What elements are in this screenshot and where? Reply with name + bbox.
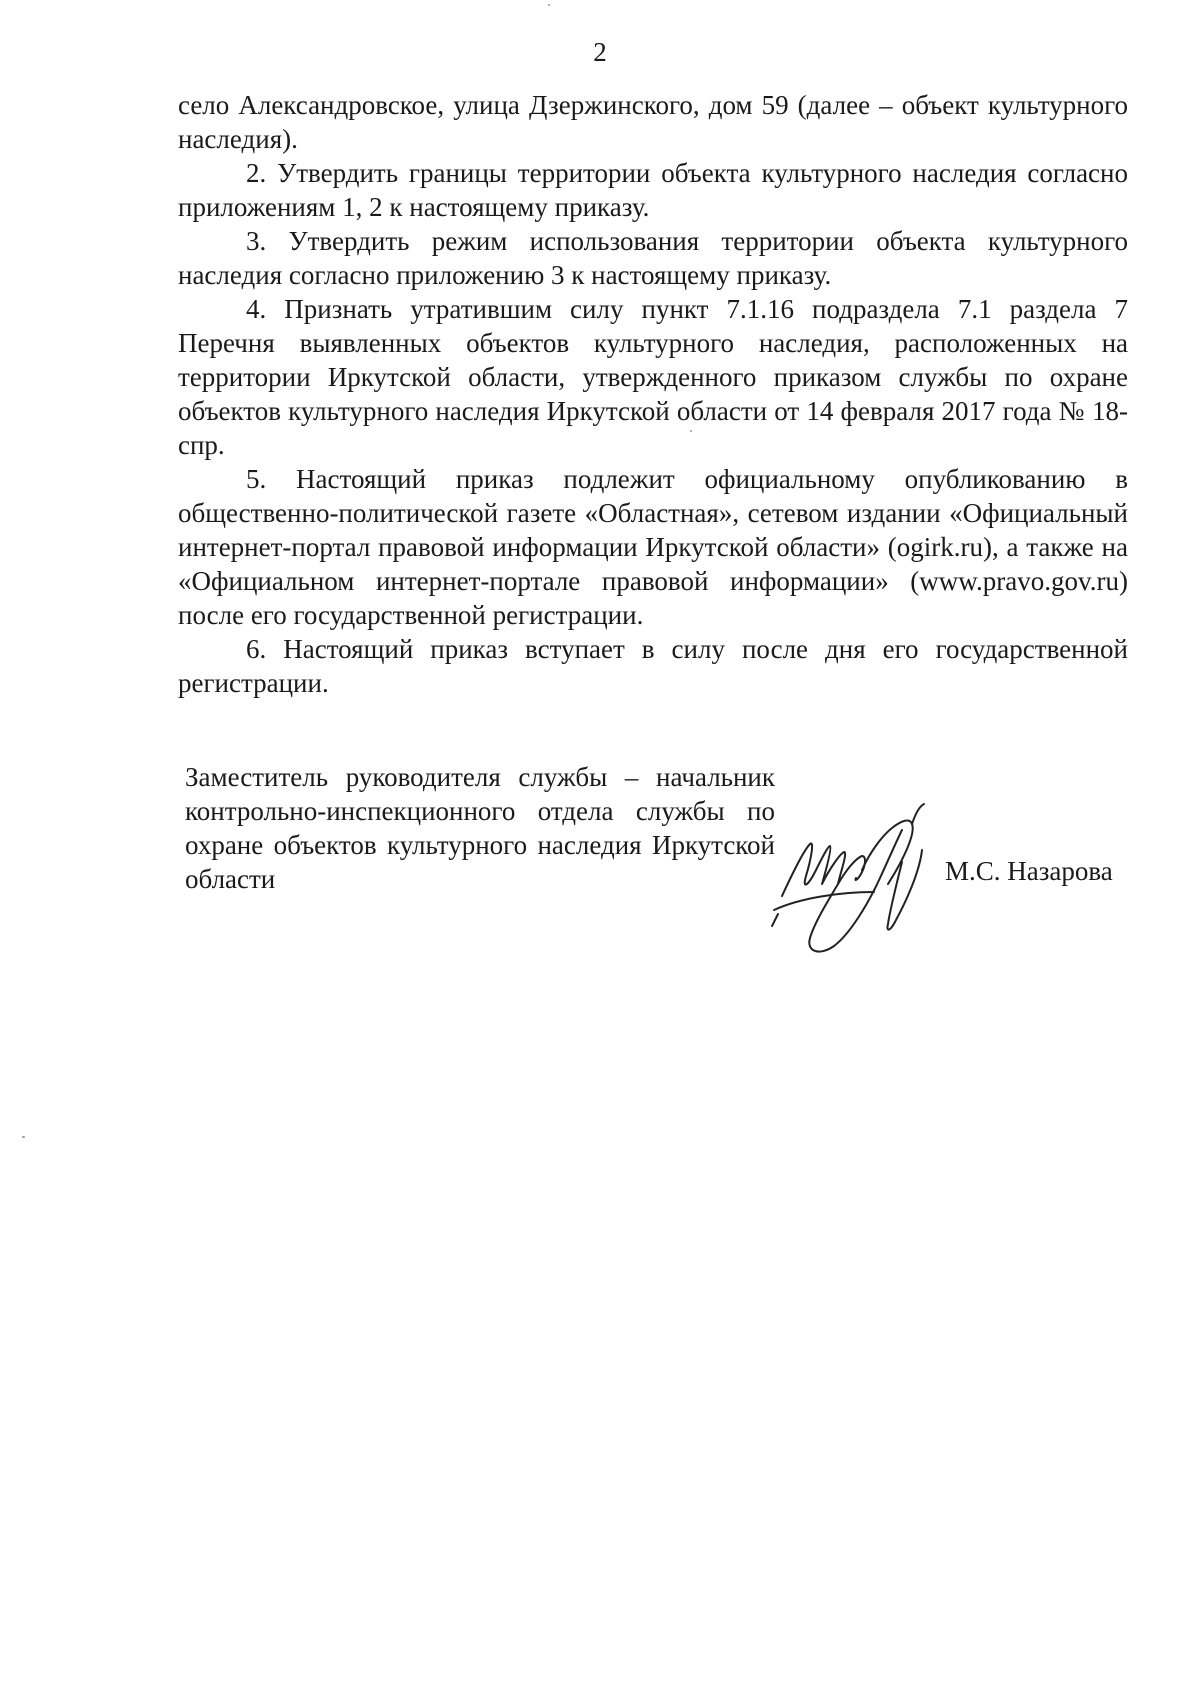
handwritten-signature <box>770 800 960 960</box>
scan-speck <box>690 430 692 432</box>
paragraph-item-4: 4. Признать утратившим силу пункт 7.1.16 подраздела 7.1 раздела 7 Перечня выявленных объектов культурного наследия, расположенных на территории Иркутской области, утвержденного приказом службы по охране объектов культурного наследия Иркутской области от 14 февраля 2017 года № 18-спр. <box>178 294 1128 460</box>
page-number: 2 <box>593 37 607 67</box>
document-body <box>178 88 1128 700</box>
paragraph-item-3: 3. Утвердить режим использования территории объекта культурного наследия согласно приложению 3 к настоящему приказу. <box>178 226 1128 290</box>
paragraph-address-continuation: село Александровское, улица Дзержинского, дом 59 (далее – объект культурного наследия). <box>178 90 1128 154</box>
signatory-name: М.С. Назарова <box>945 856 1113 886</box>
paragraph-item-2: 2. Утвердить границы территории объекта культурного наследия согласно приложениям 1, 2 к настоящему приказу. <box>178 158 1128 222</box>
signatory-title: Заместитель руководителя службы – начальник контрольно-инспекционного отдела службы по охране объектов культурного наследия Иркутской области <box>185 762 775 894</box>
scan-speck <box>548 4 550 6</box>
scan-speck <box>22 1136 25 1138</box>
paragraph-item-5: 5. Настоящий приказ подлежит официальному опубликованию в общественно-политической газете «Областная», сетевом издании «Официальный интернет-портал правовой информации Иркутской области» (ogirk.ru), а также на «Официальном интернет-портале правовой информации» (www.pravo.gov.ru) после его государственной регистрации. <box>178 464 1128 630</box>
signatory-position <box>185 760 775 896</box>
paragraph-item-6: 6. Настоящий приказ вступает в силу после дня его государственной регистрации. <box>178 634 1128 698</box>
